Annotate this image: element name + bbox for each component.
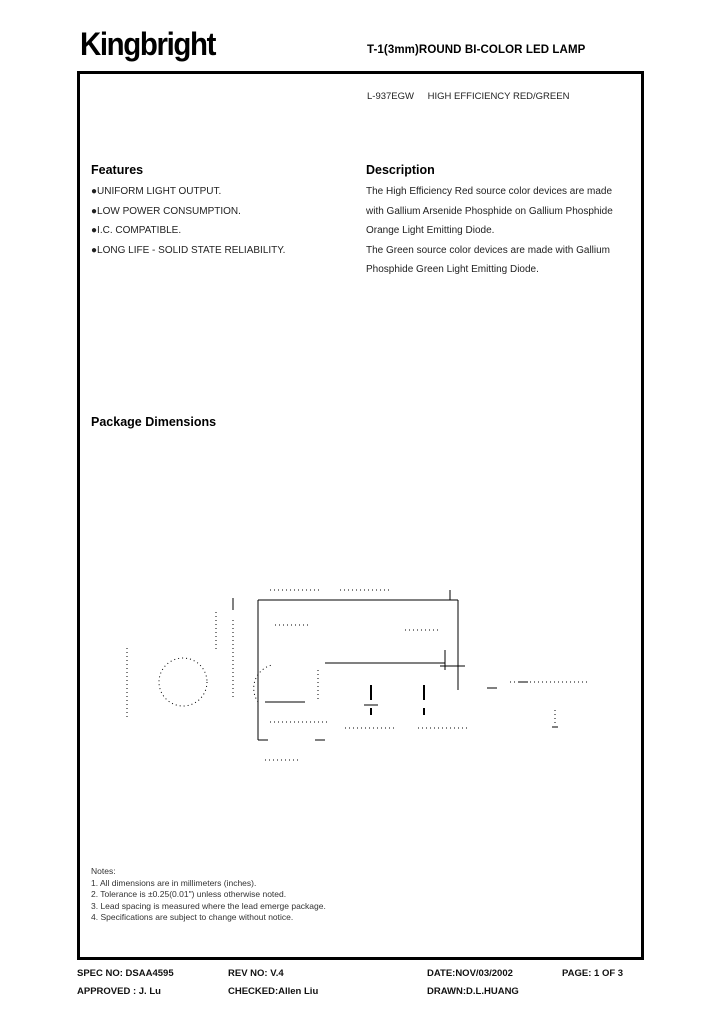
description-line: with Gallium Arsenide Phosphide on Gallium Phosphide bbox=[366, 205, 613, 217]
package-dimension-drawing bbox=[110, 575, 610, 775]
drawn-by: DRAWN:D.L.HUANG bbox=[427, 986, 519, 997]
document-title: T-1(3mm)ROUND BI-COLOR LED LAMP bbox=[367, 44, 586, 56]
notes-block bbox=[91, 866, 326, 924]
feature-item: ●UNIFORM LIGHT OUTPUT. bbox=[91, 186, 222, 197]
feature-item: ●LONG LIFE - SOLID STATE RELIABILITY. bbox=[91, 244, 286, 256]
date: DATE:NOV/03/2002 bbox=[427, 968, 513, 979]
approved-by: APPROVED : J. Lu bbox=[77, 986, 161, 997]
part-line bbox=[367, 91, 569, 102]
note-item: 1. All dimensions are in millimeters (inches). bbox=[91, 877, 257, 888]
description-line: The High Efficiency Red source color devices are made bbox=[366, 186, 613, 197]
kingbright-logo: Kingbright bbox=[80, 26, 215, 62]
features-list bbox=[91, 182, 285, 260]
part-name: HIGH EFFICIENCY RED/GREEN bbox=[427, 91, 570, 102]
note-item: 4. Specifications are subject to change without notice. bbox=[91, 912, 294, 923]
page-number: PAGE: 1 OF 3 bbox=[562, 968, 624, 979]
spec-number: SPEC NO: DSAA4595 bbox=[77, 968, 174, 979]
description-heading: Description bbox=[366, 163, 435, 177]
checked-by: CHECKED:Allen Liu bbox=[228, 986, 319, 997]
feature-item: ●LOW POWER CONSUMPTION. bbox=[91, 205, 241, 217]
note-item: 3. Lead spacing is measured where the lead emerge package. bbox=[91, 900, 326, 911]
revision-number: REV NO: V.4 bbox=[228, 968, 284, 979]
description-line: Orange Light Emitting Diode. bbox=[366, 225, 495, 236]
notes-heading: Notes: bbox=[91, 866, 116, 876]
package-dimensions-heading: Package Dimensions bbox=[91, 415, 217, 429]
features-heading: Features bbox=[91, 163, 144, 177]
feature-item: ●I.C. COMPATIBLE. bbox=[91, 225, 182, 236]
note-item: 2. Tolerance is ±0.25(0.01") unless otherwise noted. bbox=[91, 889, 287, 900]
description-line: The Green source color devices are made with Gallium bbox=[366, 244, 610, 256]
description-line: Phosphide Green Light Emitting Diode. bbox=[366, 264, 539, 275]
description-text bbox=[366, 182, 630, 280]
part-number: L-937EGW bbox=[367, 91, 414, 102]
